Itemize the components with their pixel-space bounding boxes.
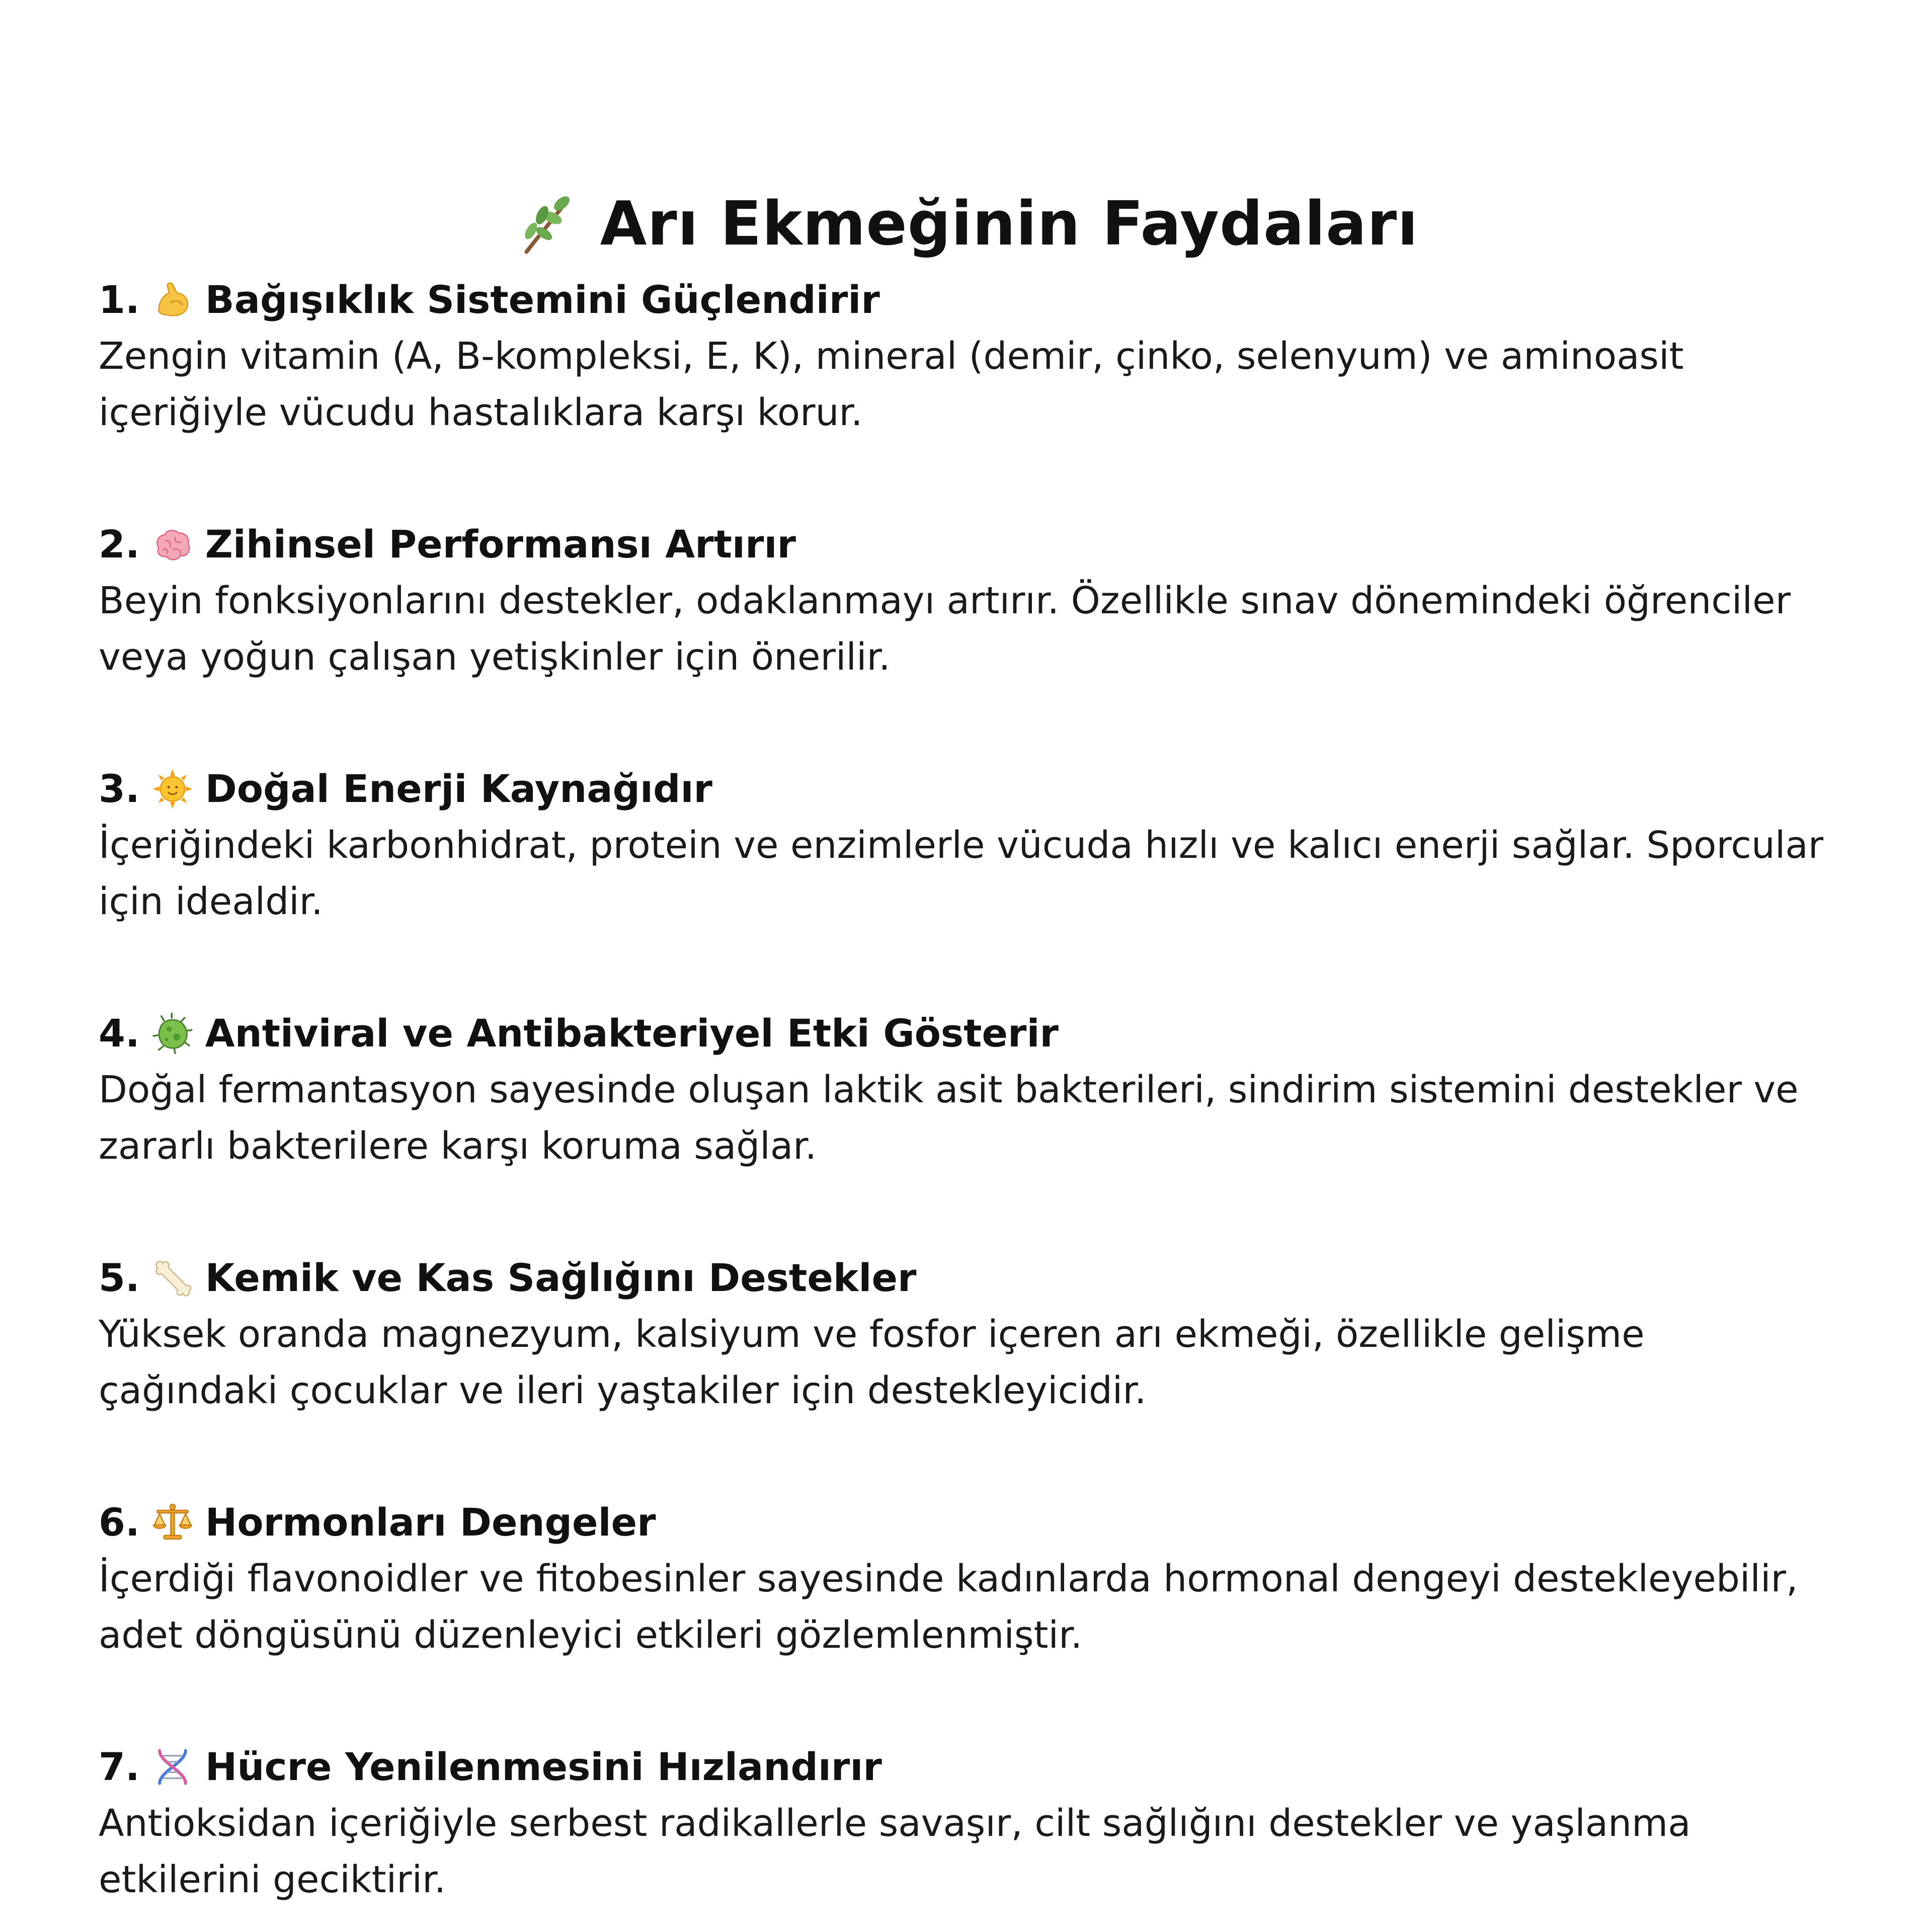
benefit-description: Beyin fonksiyonlarını destekler, odaklanmayı artırır. Özellikle sınav dönemindeki öğrenciler veya yoğun çalışan yetişkinler için önerilir. bbox=[99, 579, 1791, 679]
benefit-item bbox=[99, 761, 1834, 930]
benefit-item bbox=[99, 1250, 1834, 1419]
benefit-item bbox=[99, 1494, 1834, 1663]
benefit-number: 3. bbox=[99, 766, 140, 812]
benefit-number: 5. bbox=[99, 1255, 140, 1301]
benefit-heading bbox=[99, 1739, 1834, 1795]
bone-icon bbox=[151, 1256, 194, 1300]
microbe-icon bbox=[151, 1012, 194, 1055]
benefit-heading bbox=[99, 761, 1834, 817]
benefit-heading bbox=[99, 272, 1834, 328]
benefit-number: 4. bbox=[99, 1011, 140, 1056]
benefit-heading bbox=[99, 1250, 1834, 1306]
benefit-description: Yüksek oranda magnezyum, kalsiyum ve fosfor içeren arı ekmeği, özellikle gelişme çağındaki çocuklar ve ileri yaştakiler için destekleyicidir. bbox=[99, 1313, 1645, 1412]
benefits-document bbox=[99, 191, 1834, 1908]
benefit-number: 2. bbox=[99, 522, 140, 567]
benefit-heading-text: Kemik ve Kas Sağlığını Destekler bbox=[205, 1255, 917, 1301]
benefit-heading-text: Bağışıklık Sistemini Güçlendirir bbox=[205, 277, 880, 323]
benefit-heading-text: Hücre Yenilenmesini Hızlandırır bbox=[205, 1744, 882, 1790]
benefit-description: İçeriğindeki karbonhidrat, protein ve enzimlerle vücuda hızlı ve kalıcı enerji sağlar. Sporcular için idealdir. bbox=[99, 824, 1824, 923]
balance-scale-icon bbox=[151, 1501, 194, 1544]
flexed-biceps-icon bbox=[151, 278, 194, 321]
dna-icon bbox=[151, 1745, 194, 1789]
benefit-number: 1. bbox=[99, 277, 140, 323]
benefit-item bbox=[99, 516, 1834, 685]
benefit-heading bbox=[99, 516, 1834, 573]
benefit-number: 7. bbox=[99, 1744, 140, 1790]
benefit-item bbox=[99, 1739, 1834, 1908]
herb-branch-icon bbox=[515, 192, 580, 257]
benefit-heading bbox=[99, 1494, 1834, 1551]
benefit-description: Antioksidan içeriğiyle serbest radikallerle savaşır, cilt sağlığını destekler ve yaşlanma etkilerini geciktirir. bbox=[99, 1802, 1691, 1901]
benefit-number: 6. bbox=[99, 1500, 140, 1545]
benefit-heading-text: Doğal Enerji Kaynağıdır bbox=[205, 766, 713, 812]
benefit-heading-text: Antiviral ve Antibakteriyel Etki Gösterir bbox=[205, 1011, 1059, 1056]
benefit-item bbox=[99, 1005, 1834, 1174]
benefit-description: Zengin vitamin (A, B-kompleksi, E, K), mineral (demir, çinko, selenyum) ve aminoasit içeriğiyle vücudu hastalıklara karşı korur. bbox=[99, 335, 1684, 434]
benefit-description: Doğal fermantasyon sayesinde oluşan laktik asit bakterileri, sindirim sistemini destekler ve zararlı bakterilere karşı koruma sağlar. bbox=[99, 1068, 1799, 1168]
benefit-description: İçerdiği flavonoidler ve fitobesinler sayesinde kadınlarda hormonal dengeyi destekleyebilir, adet döngüsünü düzenleyici etkileri gözlemlenmiştir. bbox=[99, 1557, 1798, 1657]
page-title-row bbox=[99, 191, 1834, 258]
brain-icon bbox=[151, 523, 194, 566]
sun-face-icon bbox=[151, 767, 194, 811]
benefit-item bbox=[99, 272, 1834, 441]
benefit-heading-text: Hormonları Dengeler bbox=[205, 1500, 656, 1545]
page-title: Arı Ekmeğinin Faydaları bbox=[600, 189, 1419, 259]
benefit-heading bbox=[99, 1005, 1834, 1062]
benefit-heading-text: Zihinsel Performansı Artırır bbox=[205, 522, 796, 567]
